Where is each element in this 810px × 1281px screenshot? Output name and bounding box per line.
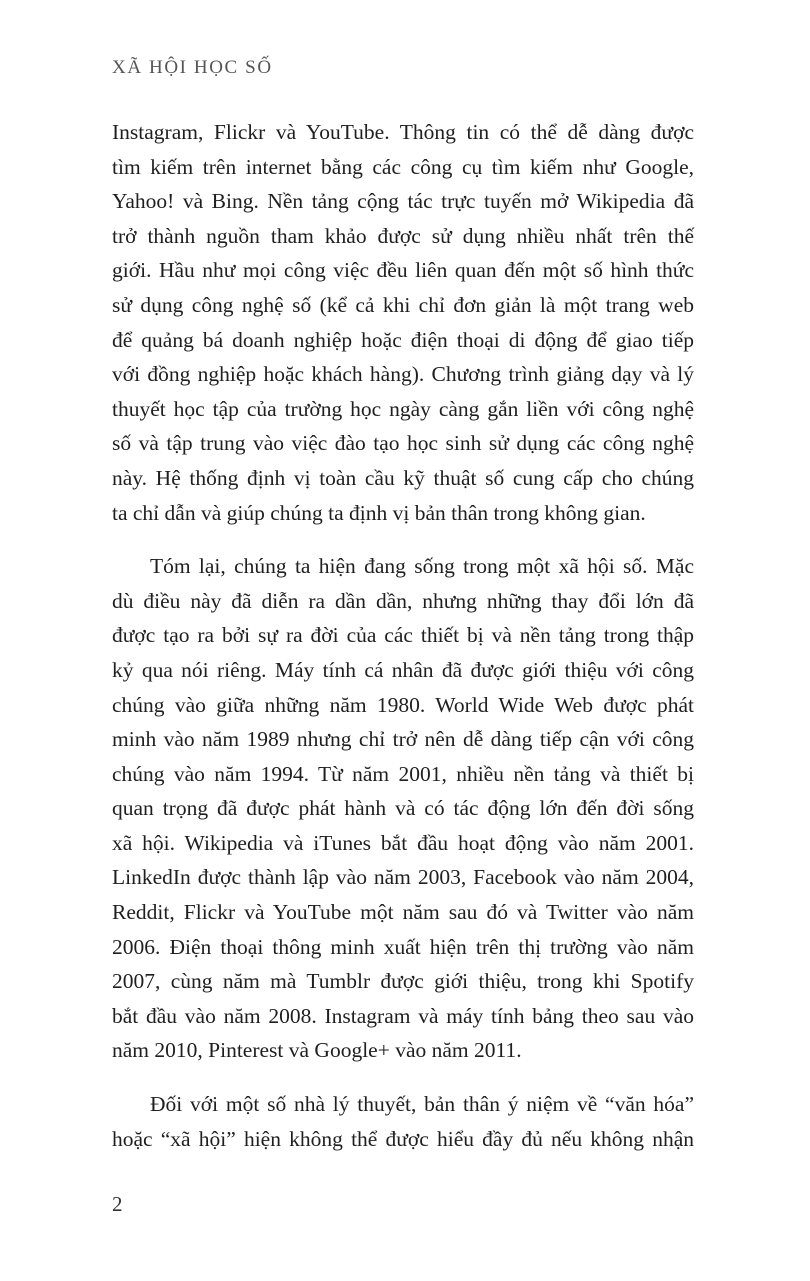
text-line: giới. Hầu như mọi công việc đều liên quan đến một số hình thức (112, 258, 694, 283)
text-line: Yahoo! và Bing. Nền tảng cộng tác trực tuyến mở Wikipedia đã (112, 189, 694, 214)
text-line: thuyết học tập của trường học ngày càng gắn liền với công nghệ (112, 396, 694, 421)
text-line: chúng vào năm 1994. Từ năm 2001, nhiều nền tảng và thiết bị (112, 761, 694, 786)
text-line: để quảng bá doanh nghiệp hoặc điện thoại di động để giao tiếp (112, 327, 694, 352)
text-line: này. Hệ thống định vị toàn cầu kỹ thuật số cung cấp cho chúng (112, 465, 694, 490)
text-line: trở thành nguồn tham khảo được sử dụng nhiều nhất trên thế (112, 223, 694, 248)
text-line: sử dụng công nghệ số (kể cả khi chỉ đơn giản là một trang web (112, 292, 694, 317)
text-line: minh vào năm 1989 nhưng chỉ trở nên dễ dàng tiếp cận với công (112, 727, 694, 752)
paragraph-spacer (112, 530, 694, 549)
running-header-title: XÃ HỘI HỌC SỐ (112, 57, 273, 78)
text-line: với đồng nghiệp hoặc khách hàng). Chương trình giảng dạy và lý (112, 362, 694, 387)
text-line: xã hội. Wikipedia và iTunes bắt đầu hoạt động vào năm 2001. (112, 830, 694, 855)
text-line: Instagram, Flickr và YouTube. Thông tin có thể dễ dàng được (112, 120, 694, 144)
text-line: tìm kiếm trên internet bằng các công cụ tìm kiếm như Google, (112, 154, 694, 179)
text-line: bắt đầu vào năm 2008. Instagram và máy tính bảng theo sau vào (112, 1003, 694, 1028)
text-line: Reddit, Flickr và YouTube một năm sau đó và Twitter vào năm (112, 900, 694, 925)
text-line: 2007, cùng năm mà Tumblr được giới thiệu, trong khi Spotify (112, 969, 694, 994)
body-text (112, 115, 694, 1156)
text-line: ta chỉ dẫn và giúp chúng ta định vị bản thân trong không gian. (112, 500, 646, 525)
text-line: được tạo ra bởi sự ra đời của các thiết bị và nền tảng trong thập (112, 623, 694, 648)
text-line: quan trọng đã được phát hành và có tác động lớn đến đời sống (112, 796, 694, 821)
text-line: 2006. Điện thoại thông minh xuất hiện trên thị trường vào năm (112, 934, 694, 959)
paragraph (112, 1087, 694, 1156)
text-line: chúng vào giữa những năm 1980. World Wide Web được phát (112, 692, 694, 717)
paragraph (112, 549, 694, 1068)
text-line: Tóm lại, chúng ta hiện đang sống trong một xã hội số. Mặc (150, 554, 694, 579)
text-line: LinkedIn được thành lập vào năm 2003, Facebook vào năm 2004, (112, 865, 694, 890)
text-line: dù điều này đã diễn ra dần dần, nhưng những thay đổi lớn đã (112, 588, 694, 613)
text-line: số và tập trung vào việc đào tạo học sinh sử dụng các công nghệ (112, 431, 694, 456)
text-line: hoặc “xã hội” hiện không thể được hiểu đầy đủ nếu không nhận (112, 1126, 694, 1151)
text-line: năm 2010, Pinterest và Google+ vào năm 2011. (112, 1038, 522, 1063)
text-line: kỷ qua nói riêng. Máy tính cá nhân đã được giới thiệu với công (112, 657, 694, 682)
paragraph-spacer (112, 1068, 694, 1087)
text-line: Đối với một số nhà lý thuyết, bản thân ý niệm về “văn hóa” (150, 1092, 694, 1117)
page-number: 2 (112, 1192, 123, 1216)
paragraph (112, 115, 694, 530)
